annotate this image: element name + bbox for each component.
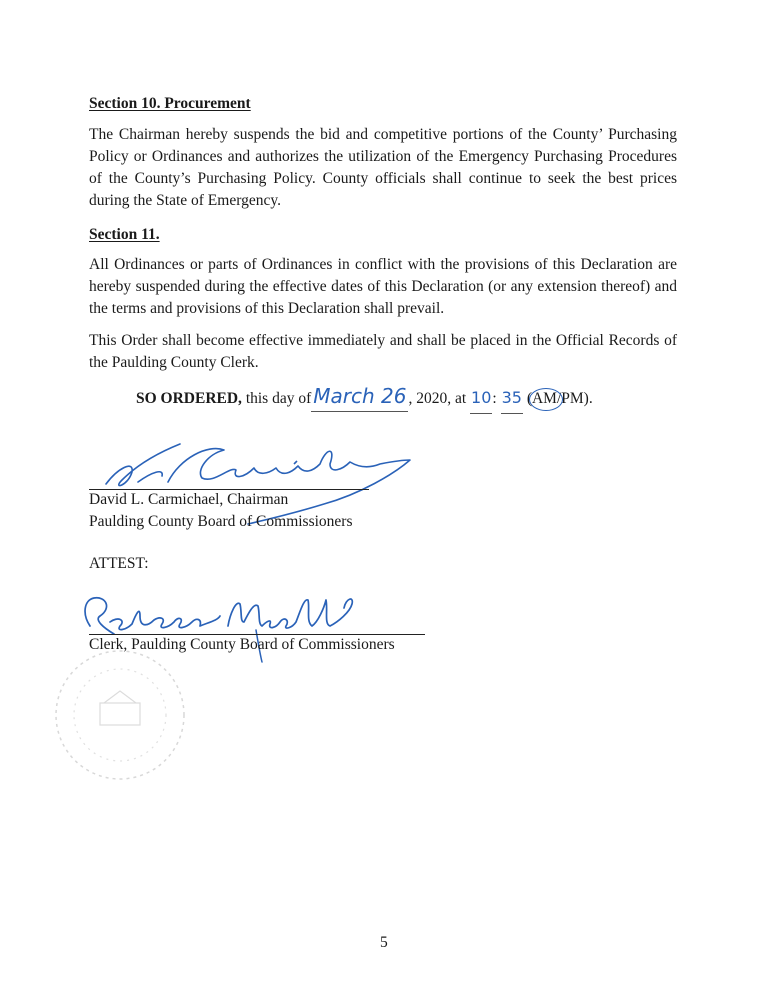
clerk-signature-line	[89, 634, 425, 635]
handwritten-minute: 35	[501, 383, 523, 414]
so-ordered-line	[136, 381, 593, 411]
am-circle-mark	[529, 388, 563, 411]
am-text: AM	[531, 390, 557, 407]
section-11-heading: Section 11.	[89, 226, 160, 243]
chairman-name: David L. Carmichael, Chairman	[89, 491, 289, 508]
chairman-org: Paulding County Board of Commissioners	[89, 513, 353, 530]
day-of-text: this day of	[241, 390, 312, 407]
handwritten-hour: 10	[470, 383, 492, 414]
attest-label: ATTEST:	[89, 555, 149, 572]
page-number: 5	[380, 933, 388, 951]
open-paren: (	[522, 390, 532, 407]
year-text: , 2020, at	[408, 390, 467, 407]
time-colon: :	[492, 390, 497, 407]
pm-text: /PM).	[556, 390, 593, 407]
am-selection	[532, 384, 557, 414]
so-ordered-label: SO ORDERED,	[136, 390, 242, 407]
section-10-text: The Chairman hereby suspends the bid and competitive portions of the County’ Purchasing Policy or Ordinances and authorizes the utilization of the Emergency Purchasing Procedures of the County’s Purchasing Policy. County officials shall continue to seek the best prices during the State of Emergency.	[89, 126, 677, 209]
county-seal-emboss	[50, 645, 190, 785]
effective-text: This Order shall become effective immediately and shall be placed in the Official Records of the Paulding County Clerk.	[89, 332, 677, 371]
chairman-signature-line	[89, 489, 369, 490]
section-11-text: All Ordinances or parts of Ordinances in conflict with the provisions of this Declaration are hereby suspended during the effective dates of this Declaration (or any extension thereof) and the terms and provisions of this Declaration shall prevail.	[89, 256, 677, 317]
clerk-title: Clerk, Paulding County Board of Commissioners	[89, 636, 395, 653]
handwritten-date: March 26	[311, 381, 408, 412]
section-10-heading: Section 10. Procurement	[89, 95, 251, 112]
